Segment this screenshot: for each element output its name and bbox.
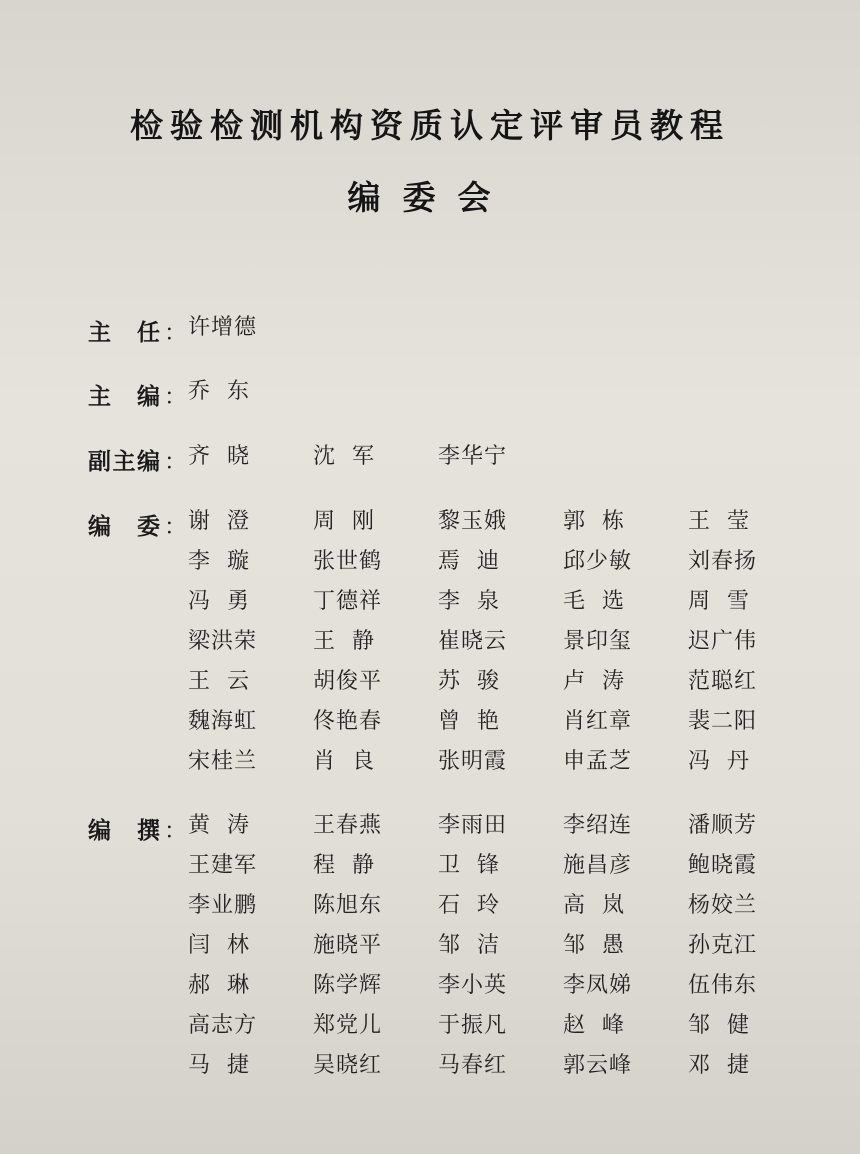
name-row [188, 892, 813, 932]
section-label: 主编 [88, 383, 160, 410]
name-row [188, 628, 813, 668]
person-name: 宋桂兰 [188, 749, 258, 774]
person-name: 王 静 [313, 629, 375, 654]
name-row [188, 548, 813, 588]
person-name: 王 云 [188, 669, 250, 694]
person-name: 卢 涛 [563, 669, 625, 694]
name-row [188, 508, 813, 548]
person-name: 黎玉娥 [438, 509, 508, 534]
section-label: 主任 [88, 319, 160, 346]
name-row [188, 668, 813, 708]
name-grid [188, 443, 563, 483]
book-title: 检验检测机构资质认定评审员教程 [130, 106, 730, 145]
person-name: 潘顺芳 [688, 813, 758, 838]
label-colon: ： [164, 320, 187, 346]
person-name: 邓 捷 [688, 1053, 750, 1078]
person-name: 沈 军 [313, 444, 375, 469]
person-name: 申孟芝 [563, 749, 633, 774]
label-colon: ： [164, 449, 187, 475]
person-name: 乔 东 [188, 379, 250, 404]
person-name: 刘春扬 [688, 549, 758, 574]
person-name: 陈学辉 [313, 973, 383, 998]
name-grid [188, 508, 813, 788]
person-name: 邹 洁 [438, 933, 500, 958]
name-row [188, 588, 813, 628]
person-name: 迟广伟 [688, 629, 758, 654]
person-name: 毛 选 [563, 589, 625, 614]
person-name: 程 静 [313, 853, 375, 878]
person-name: 齐 晓 [188, 444, 250, 469]
person-name: 张世鹤 [313, 549, 383, 574]
person-name: 郑党儿 [313, 1013, 383, 1038]
person-name: 肖 良 [313, 749, 375, 774]
person-name: 高志方 [188, 1013, 258, 1038]
person-name: 周 雪 [688, 589, 750, 614]
name-row [188, 852, 813, 892]
person-name: 许增德 [188, 315, 258, 340]
person-name: 于振凡 [438, 1013, 508, 1038]
person-name: 郭云峰 [563, 1053, 633, 1078]
section-label: 副主编 [88, 448, 160, 475]
person-name: 胡俊平 [313, 669, 383, 694]
section-editorial-committee [88, 508, 788, 788]
name-row [188, 812, 813, 852]
person-name: 陈旭东 [313, 893, 383, 918]
section-deputy-chief-editor [88, 443, 788, 483]
person-name: 曾 艳 [438, 709, 500, 734]
name-grid [188, 314, 313, 354]
person-name: 黄 涛 [188, 813, 250, 838]
person-name: 鲍晓霞 [688, 853, 758, 878]
person-name: 冯 勇 [188, 589, 250, 614]
person-name: 裴二阳 [688, 709, 758, 734]
person-name: 李绍连 [563, 813, 633, 838]
person-name: 范聪红 [688, 669, 758, 694]
person-name: 伍伟东 [688, 973, 758, 998]
person-name: 郝 琳 [188, 973, 250, 998]
person-name: 孙克江 [688, 933, 758, 958]
label-colon: ： [164, 514, 187, 540]
name-row [188, 708, 813, 748]
person-name: 李华宁 [438, 444, 508, 469]
person-name: 苏 骏 [438, 669, 500, 694]
person-name: 杨姣兰 [688, 893, 758, 918]
person-name: 王建军 [188, 853, 258, 878]
section-chief-editor [88, 378, 788, 418]
person-name: 梁洪荣 [188, 629, 258, 654]
person-name: 冯 丹 [688, 749, 750, 774]
person-name: 马春红 [438, 1053, 508, 1078]
name-row [188, 748, 813, 788]
person-name: 李凤娣 [563, 973, 633, 998]
name-row [188, 972, 813, 1012]
person-name: 崔晓云 [438, 629, 508, 654]
person-name: 石 玲 [438, 893, 500, 918]
person-name: 吴晓红 [313, 1053, 383, 1078]
person-name: 李雨田 [438, 813, 508, 838]
person-name: 周 刚 [313, 509, 375, 534]
person-name: 赵 峰 [563, 1013, 625, 1038]
person-name: 李 泉 [438, 589, 500, 614]
person-name: 谢 澄 [188, 509, 250, 534]
name-grid [188, 378, 313, 418]
person-name: 魏海虹 [188, 709, 258, 734]
person-name: 景印玺 [563, 629, 633, 654]
person-name: 卫 锋 [438, 853, 500, 878]
person-name: 王春燕 [313, 813, 383, 838]
person-name: 施昌彦 [563, 853, 633, 878]
name-row [188, 932, 813, 972]
label-colon: ： [164, 384, 187, 410]
person-name: 邹 愚 [563, 933, 625, 958]
label-colon: ： [164, 818, 187, 844]
person-name: 邹 健 [688, 1013, 750, 1038]
person-name: 张明霞 [438, 749, 508, 774]
person-name: 闫 林 [188, 933, 250, 958]
person-name: 李业鹏 [188, 893, 258, 918]
name-row [188, 378, 313, 418]
section-director [88, 314, 788, 354]
name-row [188, 1012, 813, 1052]
section-label: 编委 [88, 513, 160, 540]
person-name: 高 岚 [563, 893, 625, 918]
name-row [188, 314, 313, 354]
person-name: 肖红章 [563, 709, 633, 734]
name-row [188, 1052, 813, 1092]
person-name: 丁德祥 [313, 589, 383, 614]
section-label: 编撰 [88, 817, 160, 844]
person-name: 王 莹 [688, 509, 750, 534]
person-name: 李 璇 [188, 549, 250, 574]
section-writers [88, 812, 788, 1092]
person-name: 李小英 [438, 973, 508, 998]
committee-heading: 编委会 [347, 178, 513, 217]
name-grid [188, 812, 813, 1092]
person-name: 佟艳春 [313, 709, 383, 734]
person-name: 施晓平 [313, 933, 383, 958]
person-name: 焉 迪 [438, 549, 500, 574]
name-row [188, 443, 563, 483]
person-name: 马 捷 [188, 1053, 250, 1078]
person-name: 郭 栋 [563, 509, 625, 534]
person-name: 邱少敏 [563, 549, 633, 574]
